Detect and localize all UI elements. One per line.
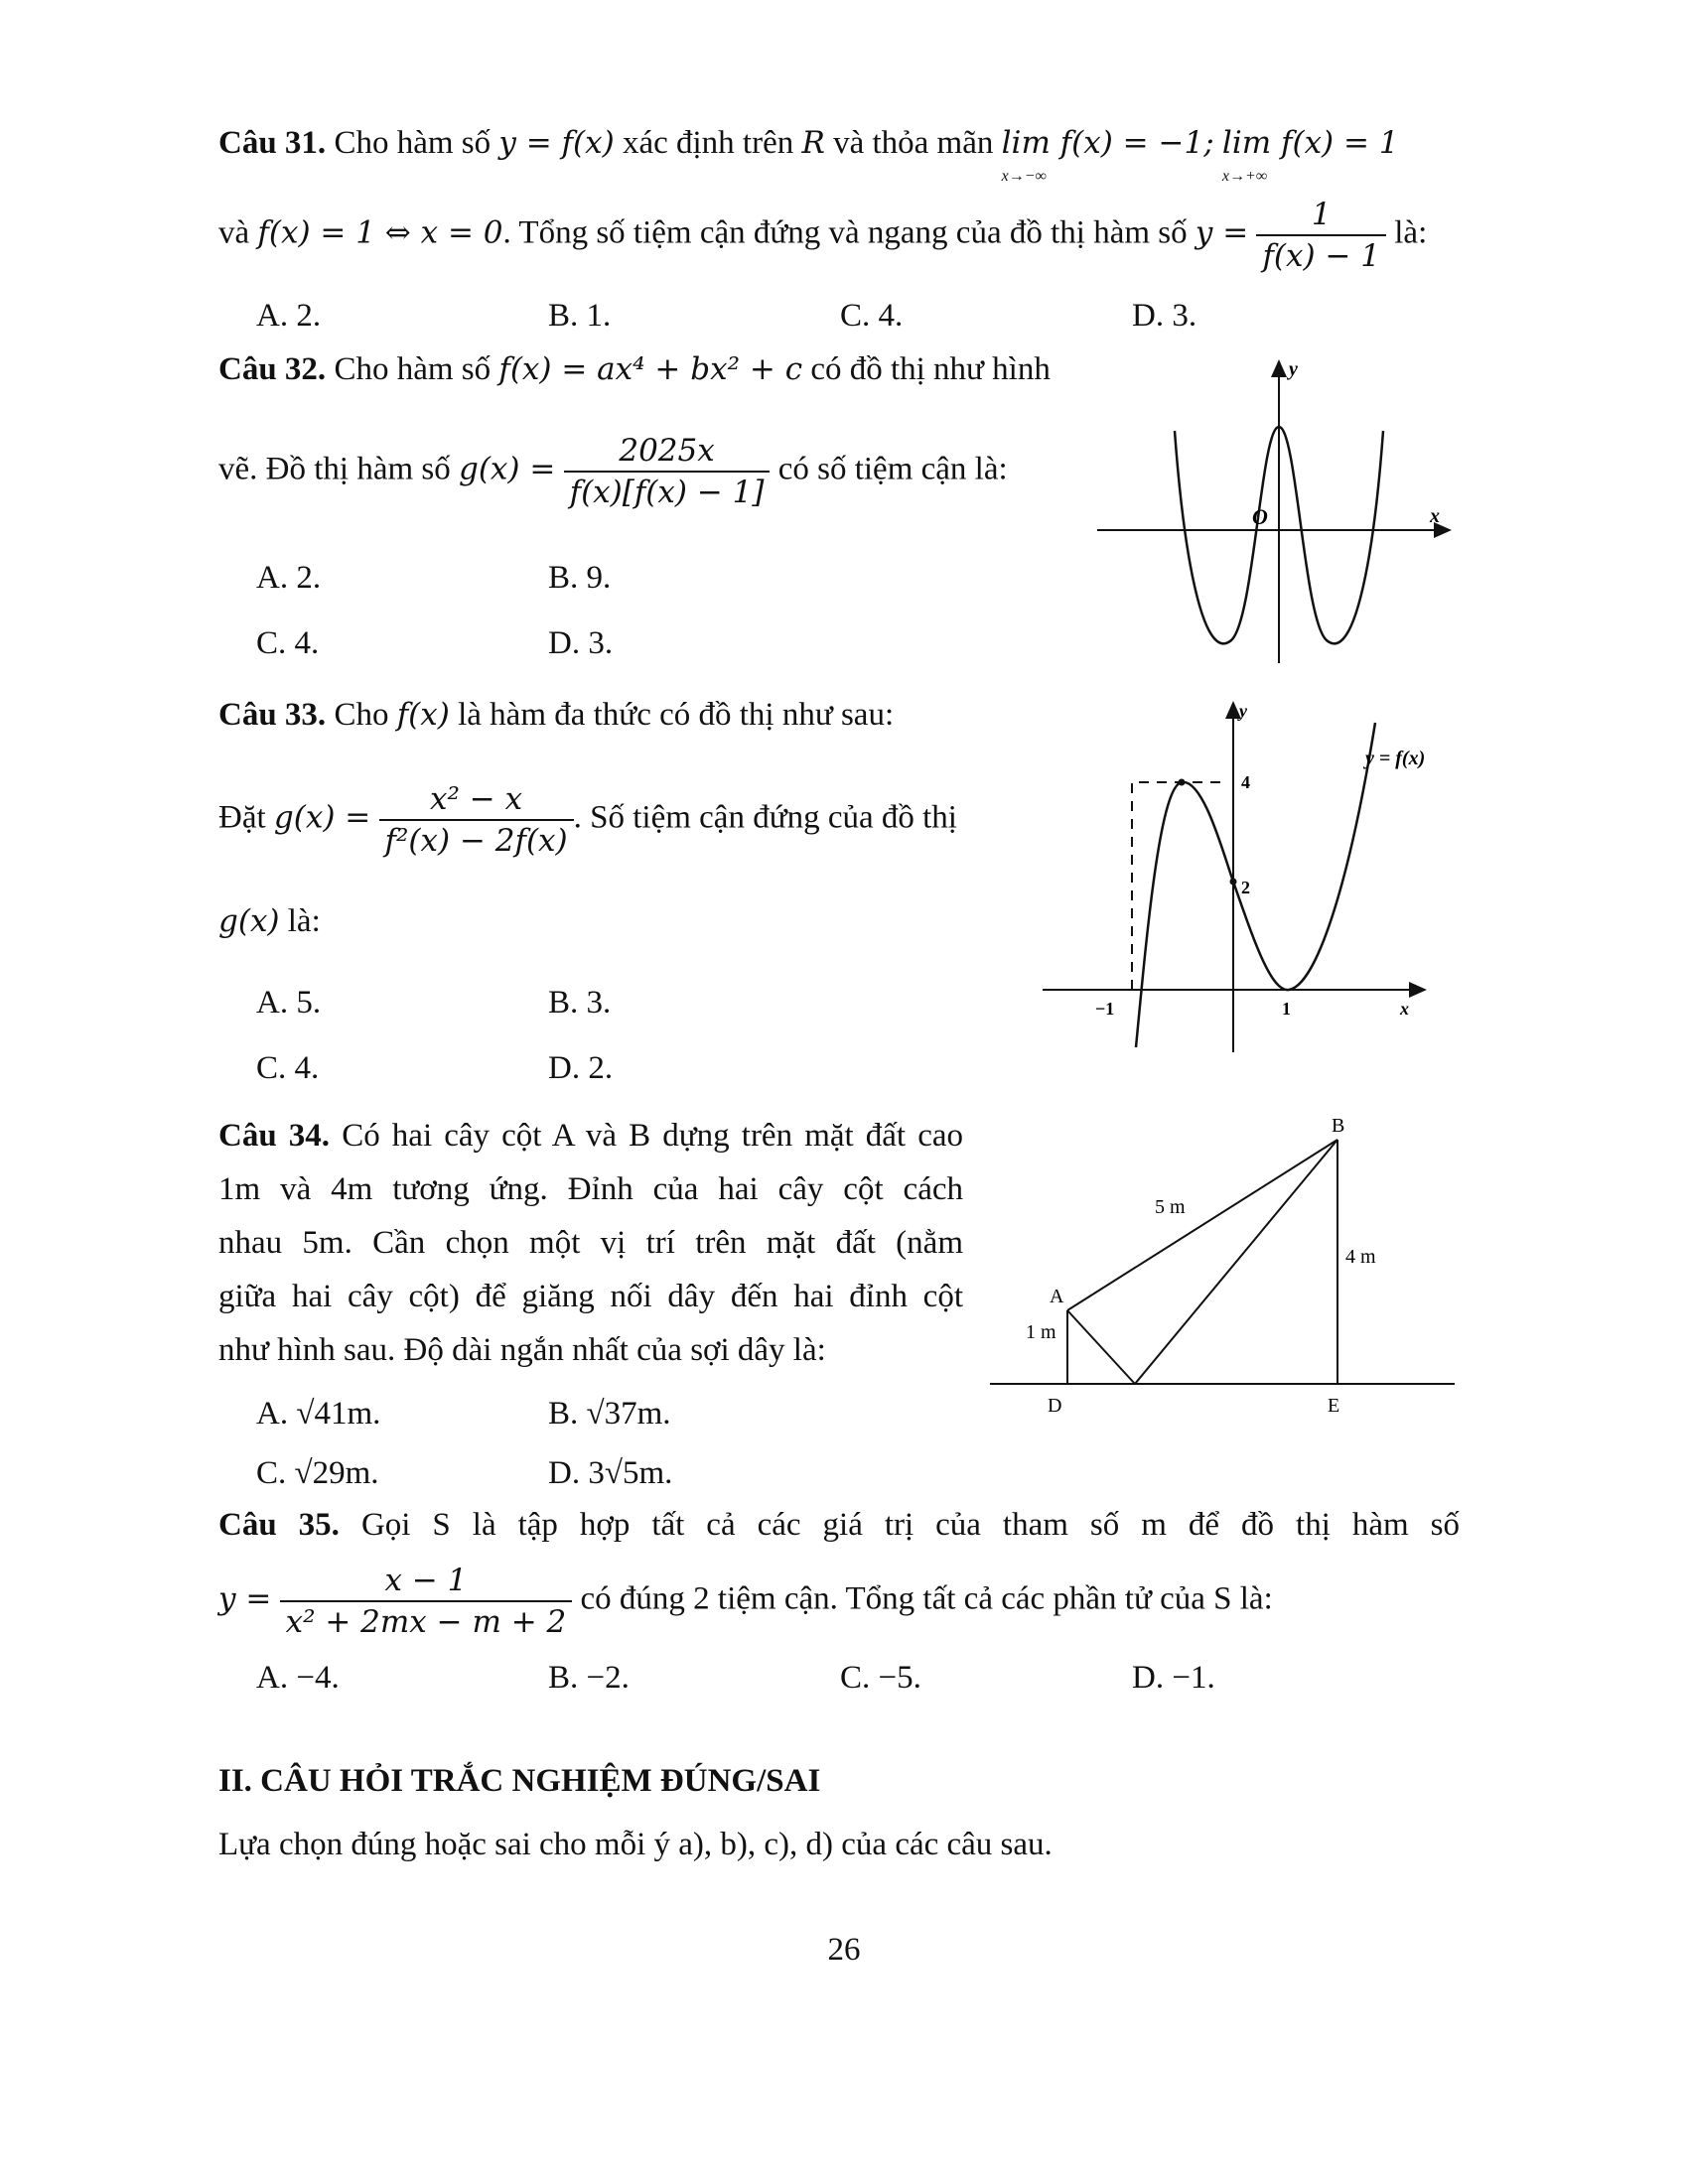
- q33-l2a: Đặt: [218, 799, 266, 836]
- q34-len-ab: 5 m: [1155, 1196, 1186, 1218]
- q32-option-b: B. 9.: [548, 560, 612, 596]
- q34-label-D: D: [1048, 1395, 1062, 1417]
- q31-label: Câu 31.: [218, 125, 327, 161]
- q33-tick-2: 2: [1241, 878, 1250, 897]
- q32-text2: có đồ thị như hình: [810, 351, 1051, 387]
- q34-wire-b: [1135, 1140, 1337, 1384]
- section2-title: II. CÂU HỎI TRẮC NGHIỆM ĐÚNG/SAI: [218, 1763, 821, 1799]
- q32-gx: g(x) =: [458, 451, 556, 487]
- q34-text-0: Có hai cây cột A và B dựng trên mặt đất cao: [342, 1118, 964, 1154]
- q33-y-label: y: [1239, 701, 1247, 721]
- q33-curve: [1136, 723, 1375, 1047]
- q31-fy: y =: [1195, 214, 1249, 251]
- q31-option-b: B. 1.: [548, 298, 612, 334]
- q33-line2: [218, 779, 957, 861]
- q35-line1: [218, 1505, 1460, 1545]
- q33-option-a: A. 5.: [256, 985, 322, 1021]
- q35-fraction: $\frac{x - 1}{\text{x² + 2mx − m + 2}}$: [280, 1561, 573, 1642]
- q34-option-d: D. 3√5m.: [548, 1455, 673, 1491]
- q34-label-B: B: [1332, 1115, 1345, 1137]
- q31-line2: [218, 195, 1427, 276]
- q33-line3: [218, 901, 321, 941]
- q31-text3: và thỏa mãn: [833, 125, 994, 161]
- q34-segment-ab: [1067, 1140, 1337, 1310]
- q31-text: Cho hàm số: [334, 125, 492, 161]
- q34-len-be: 4 m: [1345, 1246, 1376, 1268]
- q31-option-c: C. 4.: [840, 298, 904, 334]
- q33-tick-m1: −1: [1095, 999, 1115, 1019]
- q34-label: Câu 34.: [218, 1118, 331, 1154]
- q34-line3: nhau 5m. Cần chọn một vị trí trên mặt đất (nằm: [218, 1225, 963, 1261]
- q33-option-d: D. 2.: [548, 1050, 614, 1086]
- q33-label: Câu 33.: [218, 697, 327, 733]
- q31-line1: [218, 123, 1399, 185]
- q31-l2d: là:: [1394, 214, 1428, 251]
- q33-tick-4: 4: [1241, 772, 1250, 792]
- q32-l2a: vẽ. Đồ thị hàm số: [218, 451, 451, 487]
- q33-x-label: x: [1400, 999, 1409, 1019]
- q33-option-b: B. 3.: [548, 985, 612, 1021]
- q31-option-d: D. 3.: [1132, 298, 1197, 334]
- q31-lim1: lim f(x) = −1; x→−∞: [1001, 125, 1214, 185]
- q32-line1: [218, 349, 1051, 389]
- q32-l2b: có số tiệm cận là:: [777, 451, 1008, 487]
- q34-label-A: A: [1050, 1286, 1064, 1307]
- q33-line1: [218, 695, 894, 735]
- q32-label: Câu 32.: [218, 351, 327, 387]
- q33-curve-label: y = f(x): [1365, 748, 1426, 769]
- q34-line5: như hình sau. Độ dài ngắn nhất của sợi dây là:: [218, 1332, 826, 1368]
- q35-option-c: C. −5.: [840, 1660, 921, 1696]
- q31-l2c: . Tổng số tiệm cận đứng và ngang của đồ thị hàm số: [502, 214, 1188, 251]
- q31-cond: f(x) = 1 ⇔ x = 0: [257, 214, 503, 251]
- q33-gx: g(x) =: [273, 799, 371, 836]
- q34-wire-a: [1067, 1310, 1135, 1384]
- q34-len-ad: 1 m: [1026, 1321, 1056, 1343]
- section2-instructions: Lựa chọn đúng hoặc sai cho mỗi ý a), b), c), d) của các câu sau.: [218, 1827, 1053, 1862]
- q31-text2: xác định trên: [622, 125, 794, 161]
- q33-point-2: [1230, 879, 1237, 886]
- q31-lim2: lim f(x) = 1 x→+∞: [1221, 125, 1399, 185]
- q35-l2: có đúng 2 tiệm cận. Tổng tất cả các phần tử của S là:: [580, 1580, 1273, 1617]
- q34-line2: 1m và 4m tương ứng. Đỉnh của hai cây cột cách: [218, 1171, 963, 1207]
- q32-y-label: y: [1289, 358, 1298, 380]
- q34-option-b: B. √37m.: [548, 1396, 671, 1432]
- q32-fn: f(x) = ax⁴ + bx² + c: [498, 351, 803, 387]
- q33-graph: [1033, 695, 1470, 1062]
- q34-figure: [988, 1112, 1465, 1420]
- q33-gx2: g(x): [218, 903, 280, 939]
- q34-label-E: E: [1328, 1395, 1340, 1417]
- page-number: 26: [827, 1932, 861, 1968]
- q33-text: Cho: [334, 697, 389, 733]
- q31-fraction: $\frac{1}{f(x) - 1}$: [1256, 195, 1386, 276]
- q33-option-c: C. 4.: [256, 1050, 320, 1086]
- q32-option-a: A. 2.: [256, 560, 322, 596]
- q33-l2b: . Số tiệm cận đứng của đồ thị: [573, 799, 957, 836]
- q31-fn: y = f(x): [498, 125, 615, 161]
- q32-text: Cho hàm số: [334, 351, 492, 387]
- q32-graph: [1087, 347, 1465, 670]
- q33-fraction: $\frac{\text{x² − x}}{\text{f²(x) − 2f(x)}}$: [379, 779, 574, 861]
- q34-option-c: C. √29m.: [256, 1455, 379, 1491]
- q34-line4: giữa hai cây cột) để giăng nối dây đến hai đỉnh cột: [218, 1279, 963, 1314]
- q35-option-b: B. −2.: [548, 1660, 630, 1696]
- q35-fy: y =: [218, 1580, 272, 1617]
- q33-l3b: là:: [287, 903, 321, 939]
- q31-R: R: [801, 125, 825, 161]
- q34-option-a: A. √41m.: [256, 1396, 381, 1432]
- q34-line1: [218, 1116, 963, 1156]
- q33-text2: là hàm đa thức có đồ thị như sau:: [458, 697, 895, 733]
- q31-option-a: A. 2.: [256, 298, 322, 334]
- q32-line2: [218, 431, 1008, 512]
- q32-option-d: D. 3.: [548, 625, 614, 661]
- q32-origin-label: O: [1252, 504, 1268, 529]
- q33-point-max: [1179, 779, 1186, 786]
- q35-option-d: D. −1.: [1132, 1660, 1215, 1696]
- q35-option-a: A. −4.: [256, 1660, 340, 1696]
- q33-tick-1: 1: [1282, 999, 1291, 1019]
- q32-option-c: C. 4.: [256, 625, 320, 661]
- q35-text: Gọi S là tập hợp tất cả các giá trị của tham số m để đồ thị hàm số: [360, 1507, 1461, 1543]
- q32-x-label: x: [1430, 505, 1440, 527]
- q32-fraction: $\frac{2025x}{f(x)[f(x) - 1]}$: [564, 431, 771, 512]
- q31-l2a: và: [218, 214, 250, 251]
- q33-fn: f(x): [396, 697, 450, 733]
- q35-label: Câu 35.: [218, 1507, 340, 1543]
- q35-line2: [218, 1561, 1273, 1642]
